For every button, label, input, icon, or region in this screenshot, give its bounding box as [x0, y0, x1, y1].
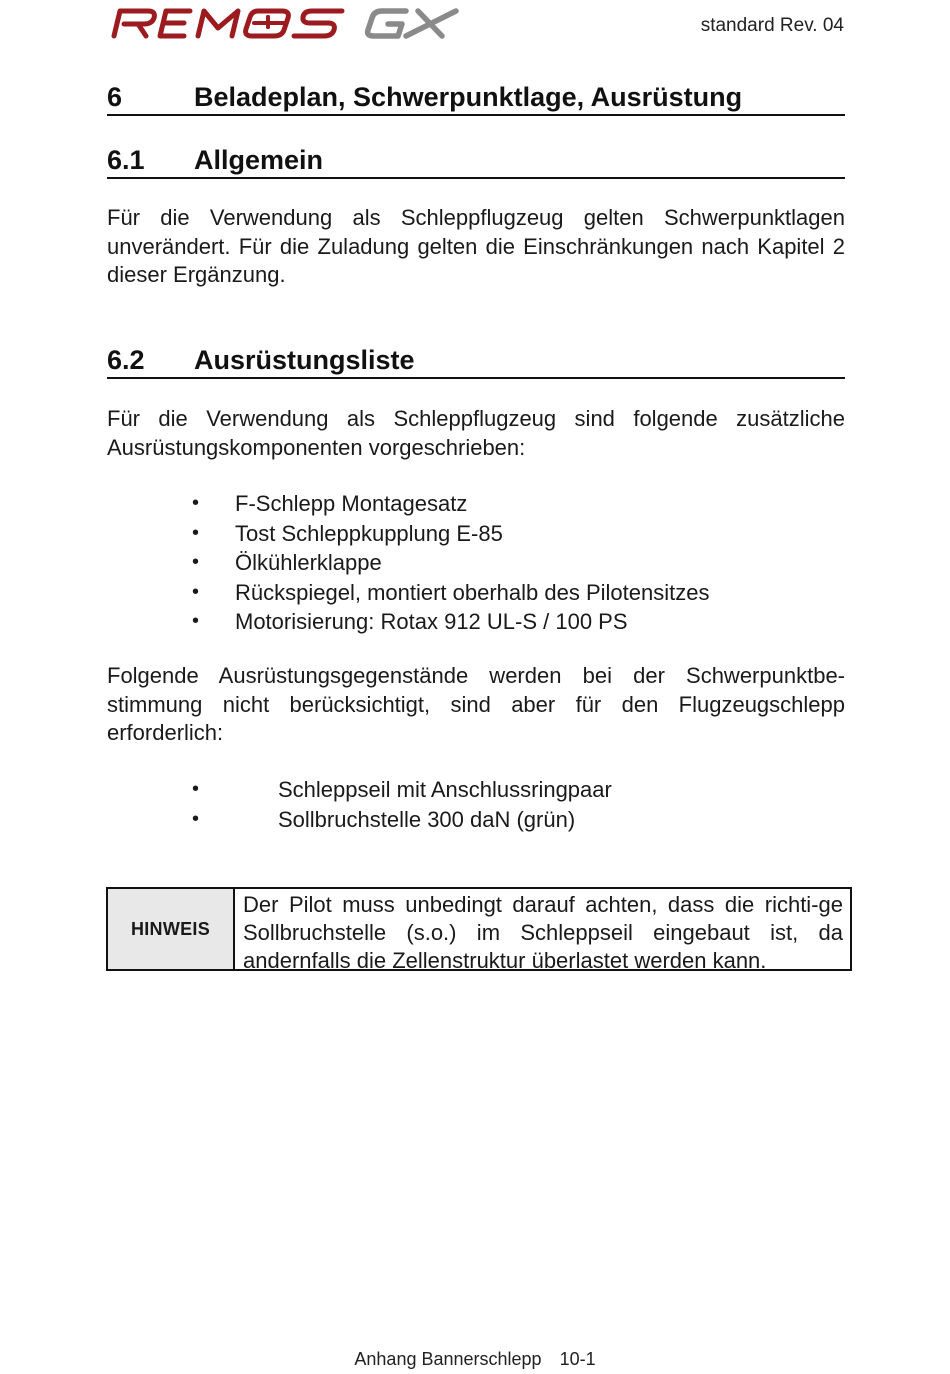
gx-wordmark: [368, 11, 456, 36]
list-item: • F-Schlepp Montagesatz: [235, 489, 709, 519]
note-label: HINWEIS: [108, 889, 235, 969]
aircraft-icon: [252, 15, 286, 29]
bullet-icon: •: [192, 521, 200, 544]
list-item: • Ölkühlerklappe: [235, 548, 709, 578]
general-paragraph: Für die Verwendung als Schleppflugzeug gelten Schwerpunktlagen unverändert. Für die Zuladung gelten die Einschränkungen nach Kapitel 2 dieser Ergänzung.: [107, 205, 845, 287]
list-item: • Sollbruchstelle 300 daN (grün): [278, 805, 612, 835]
bullet-icon: •: [192, 492, 200, 514]
bullet-icon: •: [192, 778, 200, 800]
remos-wordmark: [114, 11, 342, 36]
section-title: Beladeplan, Schwerpunktlage, Ausrüstung: [194, 82, 743, 112]
bullet-icon: •: [192, 551, 200, 573]
subsection-number: 6.1: [107, 145, 145, 175]
subsection-number: 6.2: [107, 345, 145, 375]
section-number: 6: [107, 82, 123, 112]
subsection-heading-general: [107, 145, 845, 179]
equipment-intro: Für die Verwendung als Schleppflugzeug sind folgende zusätzliche Ausrüstungskomponenten vorgeschrieben:: [107, 406, 845, 460]
note-box: [106, 887, 852, 971]
subsection-title: Ausrüstungsliste: [194, 345, 415, 375]
equipment-intro-2: Folgende Ausrüstungsgegenstände werden bei der Schwerpunktbe-stimmung nicht berücksichtigt, sind aber für den Flugzeugschlepp erforderlich:: [107, 663, 845, 745]
required-equipment-list: [192, 489, 710, 637]
subsection-heading-equipment: [107, 345, 845, 379]
note-text: Der Pilot muss unbedingt darauf achten, dass die richti-ge Sollbruchstelle (s.o.) im Schleppseil eingebaut ist, da andernfalls die Zellenstruktur überlastet werden kann.: [243, 892, 843, 973]
remos-gx-logo: [106, 6, 462, 40]
section-heading: [107, 82, 845, 116]
bullet-icon: •: [192, 610, 200, 632]
list-item: • Schleppseil mit Anschlussringpaar: [278, 775, 612, 805]
bullet-icon: •: [192, 580, 200, 603]
list-item: • Rückspiegel, montiert oberhalb des Pilotensitzes: [235, 578, 709, 608]
additional-equipment-list: [192, 775, 612, 834]
list-item: • Motorisierung: Rotax 912 UL-S / 100 PS: [235, 607, 709, 637]
footer-title: Anhang Bannerschlepp: [354, 1349, 542, 1369]
list-item: • Tost Schleppkupplung E-85: [235, 519, 709, 549]
page-footer: [0, 1349, 950, 1370]
revision-label: standard Rev. 04: [700, 15, 844, 36]
subsection-title: Allgemein: [194, 145, 324, 175]
bullet-icon: •: [192, 807, 200, 830]
page-number: 10-1: [559, 1349, 596, 1369]
